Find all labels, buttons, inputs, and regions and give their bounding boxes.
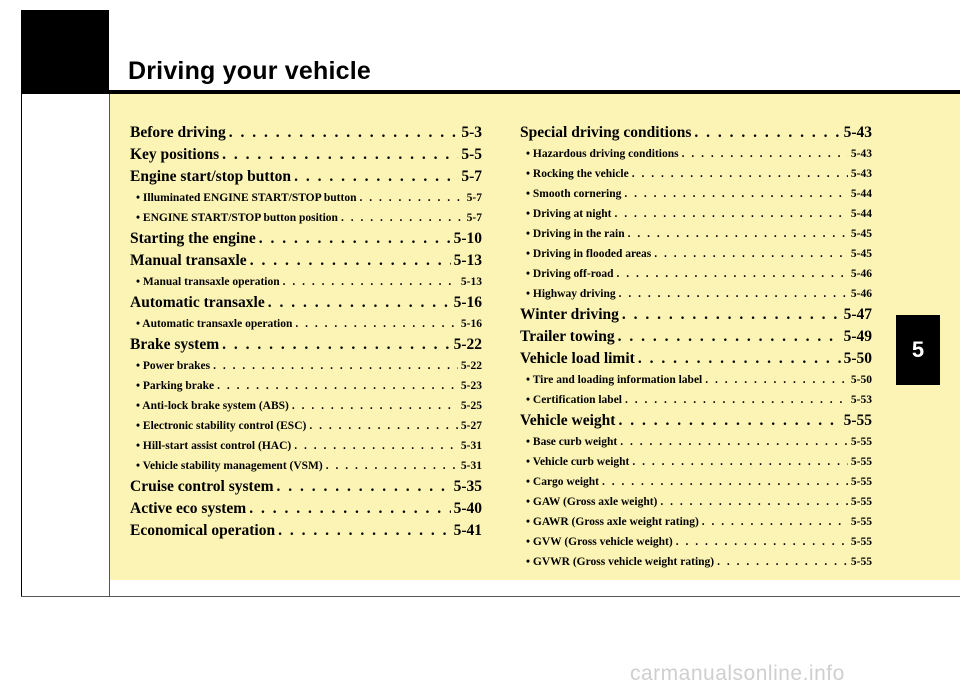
toc-dot-leader	[250, 250, 451, 272]
toc-entry-title: • GVW (Gross vehicle weight)	[526, 536, 673, 548]
toc-dot-leader	[618, 410, 840, 432]
toc-dot-leader	[632, 164, 848, 184]
toc-page-number: 5-35	[453, 478, 482, 495]
toc-entry-title: • Rocking the vehicle	[526, 168, 629, 180]
toc-dot-leader	[619, 284, 848, 304]
toc-page-number: 5-45	[850, 228, 872, 240]
toc-entry-title: • Vehicle curb weight	[526, 456, 630, 468]
toc-section-entry[interactable]	[130, 498, 482, 520]
toc-entry-title: • Certification label	[526, 394, 623, 406]
toc-dot-leader	[618, 326, 841, 348]
toc-page-number: 5-16	[460, 318, 482, 330]
toc-page-number: 5-16	[453, 294, 482, 311]
toc-entry-title: Starting the engine	[130, 230, 256, 247]
toc-page-number: 5-44	[850, 208, 872, 220]
toc-page-number: 5-43	[843, 124, 872, 141]
toc-section-entry[interactable]	[130, 520, 482, 542]
toc-entry-title: • Hill-start assist control (HAC)	[136, 440, 292, 452]
toc-section-entry[interactable]	[520, 410, 872, 432]
toc-page-number: 5-50	[843, 350, 872, 367]
toc-subsection-entry[interactable]	[130, 272, 482, 292]
toc-section-entry[interactable]	[130, 144, 482, 166]
toc-entry-title: Key positions	[130, 146, 220, 163]
toc-entry-title: Before driving	[130, 124, 226, 141]
toc-page-number: 5-55	[850, 436, 872, 448]
toc-page-number: 5-55	[850, 456, 872, 468]
toc-dot-leader	[694, 122, 840, 144]
toc-subsection-entry[interactable]	[520, 284, 872, 304]
toc-page-number: 5-55	[850, 556, 872, 568]
toc-dot-leader	[628, 224, 848, 244]
toc-subsection-entry[interactable]	[130, 188, 482, 208]
toc-page-number: 5-27	[460, 420, 482, 432]
toc-subsection-entry[interactable]	[520, 164, 872, 184]
toc-dot-leader	[654, 244, 848, 264]
toc-entry-title: • Driving in flooded areas	[526, 248, 652, 260]
toc-page-number: 5-43	[850, 168, 872, 180]
toc-entry-title: • Vehicle stability management (VSM)	[136, 460, 323, 472]
toc-subsection-entry[interactable]	[520, 552, 872, 572]
toc-dot-leader	[259, 228, 451, 250]
toc-subsection-entry[interactable]	[130, 356, 482, 376]
toc-section-entry[interactable]	[520, 348, 872, 370]
toc-entry-title: • Driving at night	[526, 208, 612, 220]
left-margin-rule	[21, 94, 22, 596]
toc-entry-title: Special driving conditions	[520, 124, 692, 141]
toc-dot-leader	[268, 292, 451, 314]
toc-page-number: 5-22	[460, 360, 482, 372]
toc-subsection-entry[interactable]	[520, 144, 872, 164]
toc-page-number: 5-7	[461, 168, 482, 185]
toc-dot-leader	[222, 334, 450, 356]
toc-dot-leader	[615, 204, 848, 224]
toc-dot-leader	[717, 552, 848, 572]
toc-entry-title: Trailer towing	[520, 328, 615, 345]
toc-entry-title: • Driving in the rain	[526, 228, 625, 240]
toc-dot-leader	[294, 436, 458, 456]
toc-section-entry[interactable]	[130, 228, 482, 250]
toc-entry-title: Automatic transaxle	[130, 294, 265, 311]
toc-section-entry[interactable]	[130, 166, 482, 188]
toc-dot-leader	[682, 144, 848, 164]
toc-page-number: 5-40	[453, 500, 482, 517]
toc-subsection-entry[interactable]	[520, 432, 872, 452]
toc-entry-title: Winter driving	[520, 306, 619, 323]
toc-subsection-entry[interactable]	[520, 244, 872, 264]
toc-subsection-entry[interactable]	[130, 208, 482, 228]
toc-entry-title: • Manual transaxle operation	[136, 276, 280, 288]
toc-page-number: 5-43	[850, 148, 872, 160]
toc-page-number: 5-5	[461, 146, 482, 163]
toc-page-number: 5-41	[453, 522, 482, 539]
toc-entry-title: • ENGINE START/STOP button position	[136, 212, 338, 224]
toc-entry-title: • GAWR (Gross axle weight rating)	[526, 516, 699, 528]
toc-dot-leader	[632, 452, 848, 472]
toc-page-number: 5-3	[461, 124, 482, 141]
toc-entry-title: • Cargo weight	[526, 476, 600, 488]
toc-entry-title: • GAW (Gross axle weight)	[526, 496, 658, 508]
toc-subsection-entry[interactable]	[520, 370, 872, 390]
vertical-rule	[109, 94, 110, 596]
toc-dot-leader	[620, 432, 848, 452]
toc-page-number: 5-50	[850, 374, 872, 386]
toc-dot-leader	[309, 416, 458, 436]
toc-subsection-entry[interactable]	[520, 452, 872, 472]
toc-subsection-entry[interactable]	[130, 436, 482, 456]
toc-page-number: 5-22	[453, 336, 482, 353]
toc-page-number: 5-47	[843, 306, 872, 323]
toc-dot-leader	[295, 314, 458, 334]
toc-entry-title: • Driving off-road	[526, 268, 614, 280]
toc-dot-leader	[622, 304, 841, 326]
toc-dot-leader	[341, 208, 464, 228]
toc-dot-leader	[229, 122, 459, 144]
toc-page-number: 5-31	[460, 440, 482, 452]
toc-entry-title: • Hazardous driving conditions	[526, 148, 679, 160]
watermark: carmanualsonline.info	[630, 662, 845, 685]
toc-entry-title: Vehicle load limit	[520, 350, 635, 367]
toc-subsection-entry[interactable]	[130, 416, 482, 436]
toc-dot-leader	[294, 166, 458, 188]
toc-page-number: 5-46	[850, 288, 872, 300]
toc-page-number: 5-44	[850, 188, 872, 200]
toc-page-number: 5-55	[843, 412, 872, 429]
toc-section-entry[interactable]	[130, 476, 482, 498]
toc-subsection-entry[interactable]	[520, 264, 872, 284]
toc-dot-leader	[278, 520, 450, 542]
toc-page-number: 5-55	[850, 496, 872, 508]
toc-page-number: 5-55	[850, 476, 872, 488]
toc-entry-title: • Tire and loading information label	[526, 374, 703, 386]
toc-subsection-entry[interactable]	[130, 314, 482, 334]
toc-page-number: 5-53	[850, 394, 872, 406]
toc-entry-title: • Base curb weight	[526, 436, 618, 448]
toc-entry-title: Cruise control system	[130, 478, 274, 495]
toc-section-entry[interactable]	[130, 250, 482, 272]
toc-subsection-entry[interactable]	[130, 396, 482, 416]
toc-dot-leader	[676, 532, 848, 552]
toc-entry-title: • Smooth cornering	[526, 188, 622, 200]
toc-dot-leader	[660, 492, 848, 512]
toc-entry-title: Engine start/stop button	[130, 168, 292, 185]
toc-page-number: 5-7	[466, 192, 482, 204]
toc-entry-title: Manual transaxle	[130, 252, 247, 269]
chapter-tab[interactable]: 5	[896, 315, 940, 385]
toc-entry-title: • Illuminated ENGINE START/STOP button	[136, 192, 357, 204]
toc-subsection-entry[interactable]	[520, 224, 872, 244]
toc-page-number: 5-23	[460, 380, 482, 392]
toc-entry-title: Active eco system	[130, 500, 247, 517]
toc-subsection-entry[interactable]	[520, 532, 872, 552]
toc-subsection-entry[interactable]	[520, 492, 872, 512]
toc-section-entry[interactable]	[130, 334, 482, 356]
toc-page-number: 5-55	[850, 536, 872, 548]
toc-page-number: 5-45	[850, 248, 872, 260]
toc-column-left	[130, 122, 482, 542]
toc-entry-title: • Electronic stability control (ESC)	[136, 420, 307, 432]
chapter-header-block	[21, 10, 109, 94]
toc-page-number: 5-31	[460, 460, 482, 472]
toc-column-right	[520, 122, 872, 572]
toc-page-number: 5-7	[466, 212, 482, 224]
toc-page-number: 5-46	[850, 268, 872, 280]
toc-subsection-entry[interactable]	[130, 376, 482, 396]
toc-entry-title: Brake system	[130, 336, 220, 353]
toc-entry-title: Economical operation	[130, 522, 276, 539]
page-title: Driving your vehicle	[128, 57, 371, 85]
toc-subsection-entry[interactable]	[520, 512, 872, 532]
toc-entry-title: • Automatic transaxle operation	[136, 318, 293, 330]
toc-entry-title: • GVWR (Gross vehicle weight rating)	[526, 556, 715, 568]
toc-dot-leader	[624, 184, 848, 204]
toc-dot-leader	[213, 356, 458, 376]
toc-dot-leader	[638, 348, 841, 370]
toc-section-entry[interactable]	[520, 122, 872, 144]
toc-subsection-entry[interactable]	[520, 472, 872, 492]
toc-dot-leader	[292, 396, 458, 416]
toc-page-number: 5-55	[850, 516, 872, 528]
toc-dot-leader	[625, 390, 848, 410]
footer-rule	[21, 596, 960, 597]
toc-dot-leader	[249, 498, 450, 520]
toc-entry-title: • Anti-lock brake system (ABS)	[136, 400, 289, 412]
toc-page-number: 5-25	[460, 400, 482, 412]
toc-entry-title: • Parking brake	[136, 380, 215, 392]
toc-dot-leader	[222, 144, 458, 166]
toc-section-entry[interactable]	[520, 304, 872, 326]
toc-dot-leader	[326, 456, 458, 476]
toc-dot-leader	[705, 370, 848, 390]
toc-dot-leader	[277, 476, 451, 498]
toc-subsection-entry[interactable]	[130, 456, 482, 476]
toc-dot-leader	[617, 264, 848, 284]
toc-page-number: 5-49	[843, 328, 872, 345]
toc-dot-leader	[283, 272, 458, 292]
toc-dot-leader	[602, 472, 848, 492]
toc-entry-title: • Power brakes	[136, 360, 211, 372]
toc-dot-leader	[217, 376, 458, 396]
toc-section-entry[interactable]	[130, 292, 482, 314]
toc-section-entry[interactable]	[520, 326, 872, 348]
toc-page-number: 5-13	[453, 252, 482, 269]
toc-section-entry[interactable]	[130, 122, 482, 144]
toc-page-number: 5-10	[453, 230, 482, 247]
toc-subsection-entry[interactable]	[520, 204, 872, 224]
toc-entry-title: Vehicle weight	[520, 412, 616, 429]
toc-subsection-entry[interactable]	[520, 390, 872, 410]
toc-page-number: 5-13	[460, 276, 482, 288]
toc-dot-leader	[359, 188, 463, 208]
toc-entry-title: • Highway driving	[526, 288, 616, 300]
toc-subsection-entry[interactable]	[520, 184, 872, 204]
toc-dot-leader	[702, 512, 848, 532]
